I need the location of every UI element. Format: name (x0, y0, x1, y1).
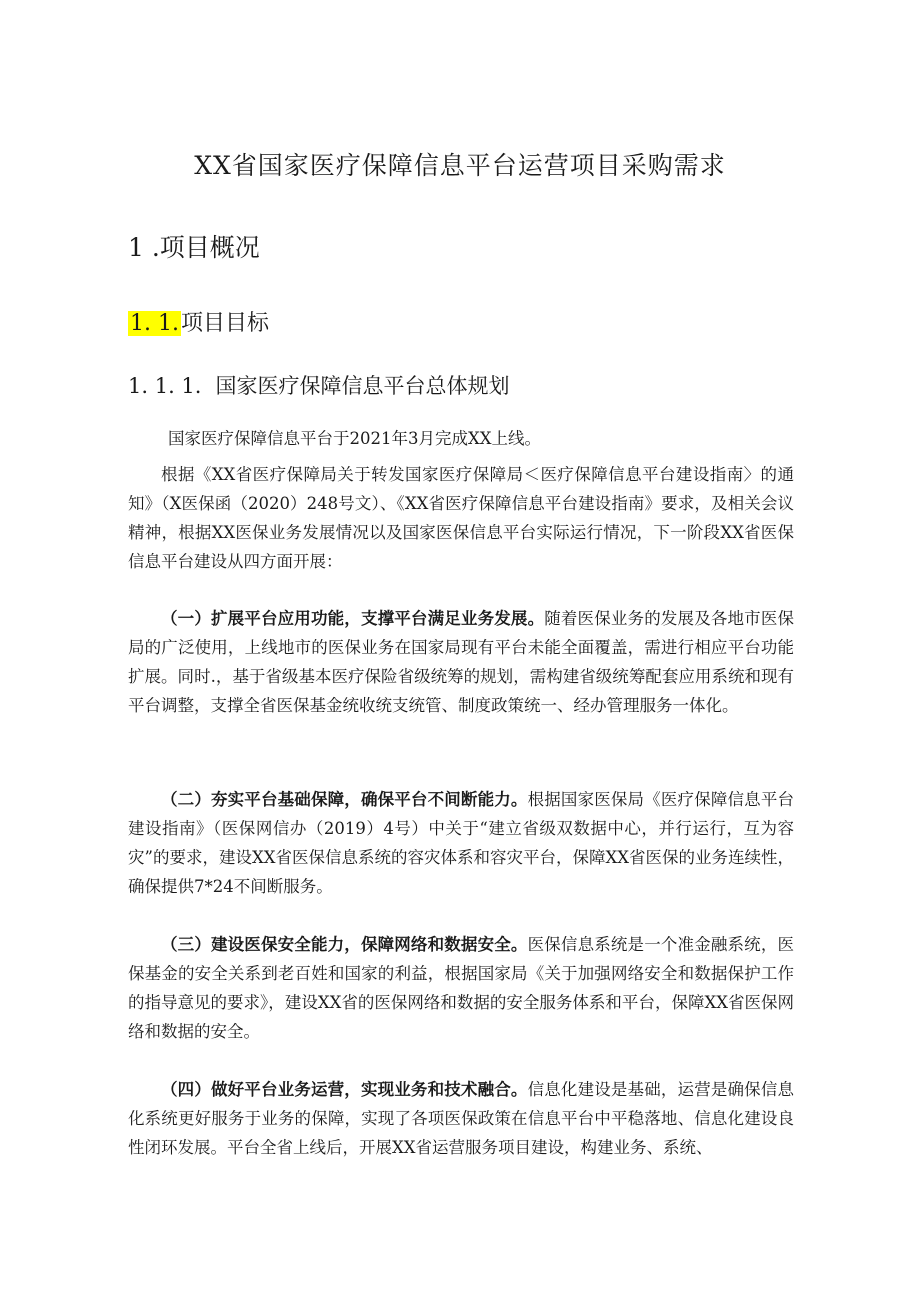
paragraph-text: 国家医疗保障信息平台于2021年3月完成XX上线。 (168, 429, 541, 448)
section-1-1-1-heading (128, 370, 509, 400)
section-1-heading (128, 228, 260, 264)
section-1-1-title: 项目目标 (180, 311, 269, 336)
paragraph-text: 根据国家医保局《医疗保障信息平台建设指南》（医保网信办（2019）4号）中关于“建立省级双数据中心，并行运行，互为容灾”的要求，建设XX省医保信息系统的容灾体系和容灾平台，保障XX省医保的业务连续性，确保提供7*24不间断服务。 (128, 790, 795, 896)
paragraph-text: 随着医保业务的发展及各地市医保局的广泛使用，上线地市的医保业务在国家局现有平台未能全面覆盖，需进行相应平台功能扩展。同时.，基于省级基本医疗保险省级统筹的规划，需构建省级统筹配套应用系统和现有平台调整，支撑全省医保基金统收统支统管、制度政策统一、经办管理服务一体化。 (128, 609, 795, 715)
paragraph-lead: （一）扩展平台应用功能，支撑平台满足业务发展。 (161, 609, 545, 628)
paragraph-lead: （三）建设医保安全能力，保障网络和数据安全。 (161, 935, 528, 954)
paragraph-item-4 (128, 1075, 794, 1162)
paragraph-lead: （四）做好平台业务运营，实现业务和技术融合。 (161, 1080, 528, 1099)
section-1-number: 1 (128, 233, 144, 262)
section-1-1-1-number: 1. 1. 1. (128, 374, 202, 398)
section-1-title: .项目概况 (151, 233, 260, 262)
section-1-1-number: 1. 1. (130, 311, 179, 336)
document-title: XX省国家医疗保障信息平台运营项目采购需求 (194, 151, 726, 180)
paragraph-item-3 (128, 930, 794, 1046)
paragraph-text: 信息化建设是基础，运营是确保信息化系统更好服务于业务的保障，实现了各项医保政策在信息平台中平稳落地、信息化建设良性闭环发展。平台全省上线后，开展XX省运营服务项目建设，构建业务、系统、 (128, 1080, 795, 1157)
paragraph-lead: （二）夯实平台基础保障，确保平台不间断能力。 (161, 790, 528, 809)
paragraph-launch (128, 424, 794, 453)
paragraph-item-2 (128, 785, 794, 901)
section-1-1-1-title: 国家医疗保障信息平台总体规划 (215, 374, 510, 398)
paragraph-text: 根据《XX省医疗保障局关于转发国家医疗保障局＜医疗保障信息平台建设指南〉的通知》（X医保函（2020）248号文）、《XX省医疗保障信息平台建设指南》要求，及相关会议精神，根据XX医保业务发展情况以及国家医保信息平台实际运行情况，下一阶段XX省医保信息平台建设从四方面开展： (128, 465, 794, 571)
paragraph-text: 医保信息系统是一个准金融系统，医保基金的安全关系到老百姓和国家的利益，根据国家局《关于加强网络安全和数据保护工作的指导意见的要求》，建设XX省的医保网络和数据的安全服务体系和平台，保障XX省医保网络和数据的安全。 (128, 935, 795, 1041)
section-1-1-heading (128, 306, 269, 337)
paragraph-basis (128, 460, 794, 576)
paragraph-item-1 (128, 604, 794, 720)
